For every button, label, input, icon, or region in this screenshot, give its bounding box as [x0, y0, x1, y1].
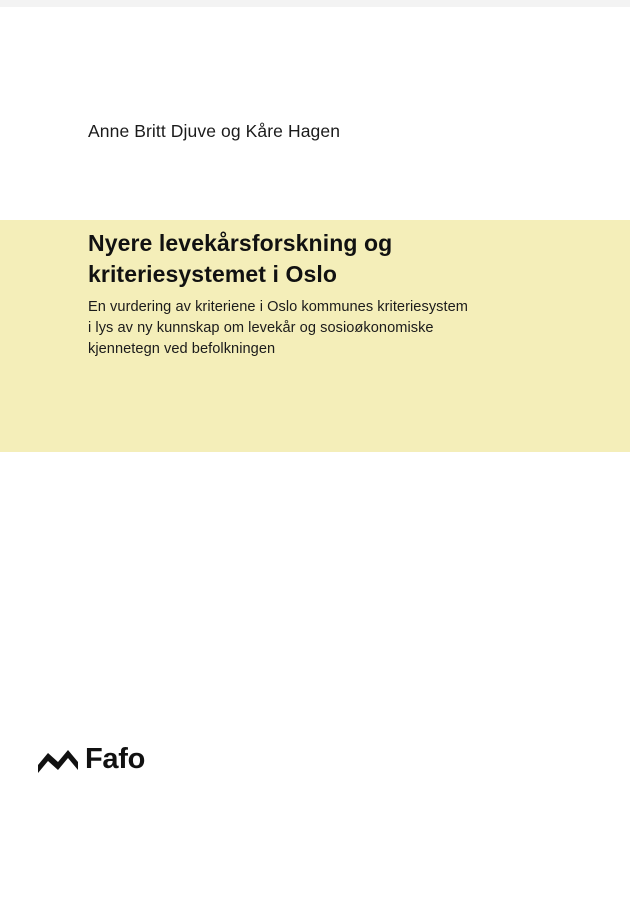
publisher-logo	[38, 745, 145, 774]
authors-line: Anne Britt Djuve og Kåre Hagen	[88, 121, 341, 141]
publisher-name: Fafo	[85, 743, 146, 775]
page-title	[88, 228, 558, 289]
page-top-edge	[0, 0, 630, 7]
fafo-logo-icon	[38, 746, 78, 774]
subtitle-line-2: i lys av ny kunnskap om levekår og sosioøkonomiske	[88, 320, 434, 337]
subtitle-line-3: kjennetegn ved befolkningen	[88, 340, 276, 357]
title-block	[88, 228, 558, 360]
title-line-1: Nyere levekårsforskning og	[88, 230, 393, 256]
page-subtitle	[88, 297, 558, 360]
title-line-2: kriteriesystemet i Oslo	[88, 260, 338, 287]
subtitle-line-1: En vurdering av kriteriene i Oslo kommunes kriteriesystem	[88, 299, 468, 316]
